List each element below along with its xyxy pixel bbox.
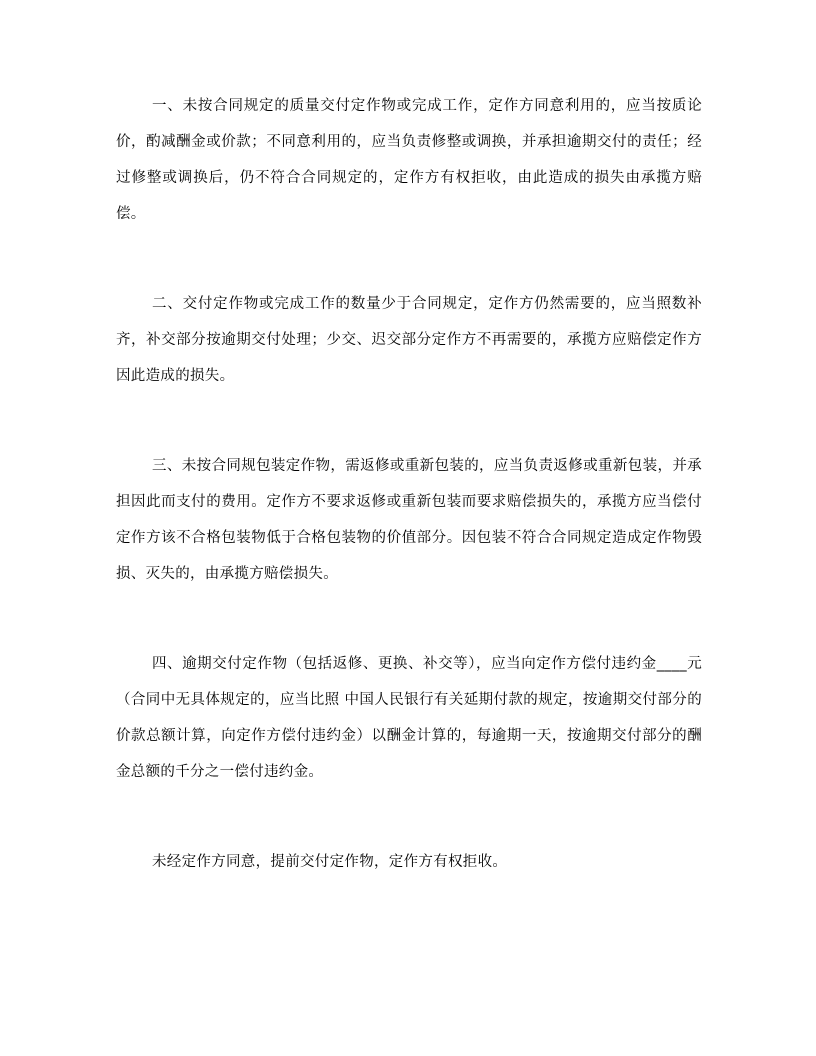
document-body <box>116 88 702 880</box>
clause-2-paragraph: 二、交付定作物或完成工作的数量少于合同规定，定作方仍然需要的，应当照数补齐，补交部分按逾期交付处理；少交、迟交部分定作方不再需要的，承揽方应赔偿定作方因此造成的损失。 <box>116 296 702 384</box>
clause-4-paragraph: 四、逾期交付定作物（包括返修、更换、补交等），应当向定作方偿付违约金____元 （合同中无具体规定的，应当比照 中国人民银行有关延期付款的规定，按逾期交付部分的价款总额计算，向定作方偿付违约金）以酬金计算的，每逾期一天，按逾期交付部分的酬金总额的千分之一偿付违约金。 <box>116 656 702 780</box>
early-delivery-paragraph: 未经定作方同意，提前交付定作物，定作方有权拒收。 <box>152 854 508 870</box>
clause-1-paragraph: 一、未按合同规定的质量交付定作物或完成工作，定作方同意利用的，应当按质论价，酌减酬金或价款；不同意利用的，应当负责修整或调换，并承担逾期交付的责任；经过修整或调换后，仍不符合合同规定的，定作方有权拒收，由此造成的损失由承揽方赔偿。 <box>116 98 702 222</box>
clause-3-paragraph: 三、未按合同规包装定作物，需返修或重新包装的，应当负责返修或重新包装，并承担因此而支付的费用。定作方不要求返修或重新包装而要求赔偿损失的，承揽方应当偿付定作方该不合格包装物低于合格包装物的价值部分。因包装不符合合同规定造成定作物毁损、灭失的，由承揽方赔偿损失。 <box>116 458 702 582</box>
